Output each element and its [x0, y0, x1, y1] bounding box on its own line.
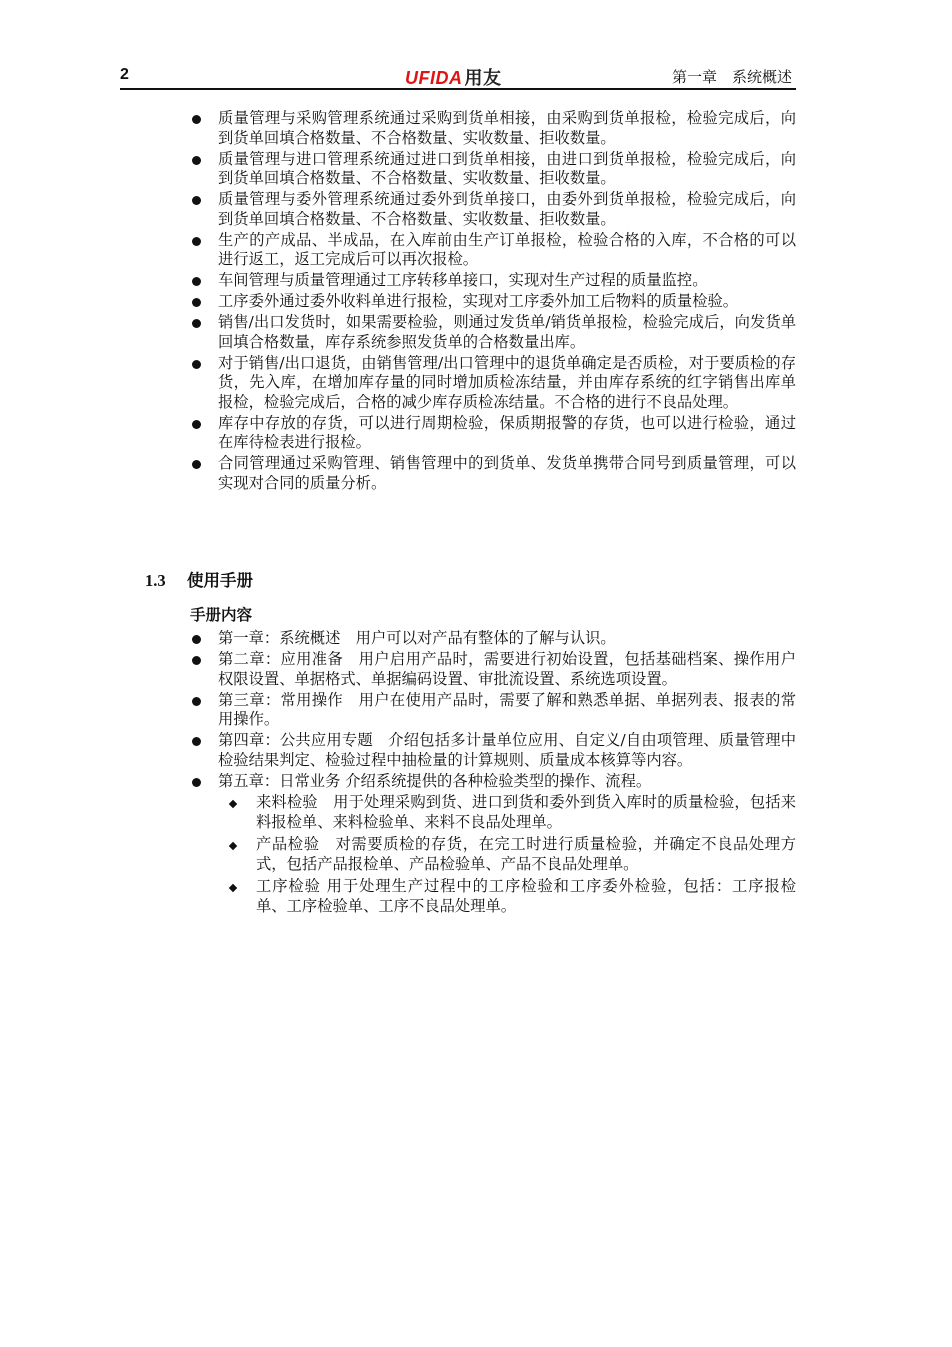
bullet-icon	[192, 237, 201, 246]
bullet-icon	[192, 697, 201, 706]
list-item-text: 工序委外通过委外收料单进行报检，实现对工序委外加工后物料的质量检验。	[218, 292, 739, 310]
list-item	[190, 731, 796, 770]
list-item-text: 第四章：公共应用专题 介绍包括多计量单位应用、自定义/自由项管理、质量管理中检验结果判定、检验过程中抽检量的计算规则、质量成本核算等内容。	[218, 731, 796, 769]
section-number: 1.3	[145, 571, 166, 590]
bullet-icon	[192, 635, 201, 644]
ufida-logo	[405, 64, 502, 90]
chapter5-sub-list	[218, 793, 796, 916]
list-item-text: 销售/出口发货时，如果需要检验，则通过发货单/销货单报检，检验完成后，向发货单回填合格数量，库存系统参照发货单的合格数量出库。	[218, 313, 796, 351]
list-item	[190, 190, 796, 229]
list-item-text: 第二章：应用准备 用户启用产品时，需要进行初始设置，包括基础档案、操作用户权限设置、单据格式、单据编码设置、审批流设置、系统选项设置。	[218, 650, 796, 688]
logo-brand-en: UFIDA	[405, 68, 463, 88]
diamond-bullet-icon	[229, 800, 237, 808]
logo-brand-cn: 用友	[464, 68, 502, 88]
list-item-text: 库存中存放的存货，可以进行周期检验，保质期报警的存货，也可以进行检验，通过在库待检表进行报检。	[218, 413, 796, 451]
list-item	[190, 691, 796, 730]
bullet-icon	[192, 115, 201, 124]
list-item	[190, 109, 796, 148]
list-item	[190, 650, 796, 689]
diamond-bullet-icon	[229, 884, 237, 892]
list-item	[190, 292, 796, 312]
list-item	[190, 354, 796, 413]
sub-list-item-text: 工序检验 用于处理生产过程中的工序检验和工序委外检验，包括：工序报检单、工序检验单、工序不良品处理单。	[256, 877, 796, 915]
bullet-icon	[192, 277, 201, 286]
intro-section	[190, 109, 796, 495]
bullet-icon	[192, 656, 201, 665]
list-item-text: 质量管理与进口管理系统通过进口到货单相接，由进口到货单报检，检验完成后，向到货单回填合格数量、不合格数量、实收数量、拒收数量。	[218, 149, 796, 187]
list-item	[190, 231, 796, 270]
bullet-icon	[192, 319, 201, 328]
sub-list-item-text: 产品检验 对需要质检的存货，在完工时进行质量检验，并确定不良品处理方式，包括产品报检单、产品检验单、产品不良品处理单。	[256, 835, 796, 873]
list-item-text: 第一章：系统概述 用户可以对产品有整体的了解与认识。	[218, 629, 616, 647]
sub-list-item	[228, 793, 796, 832]
manual-contents	[190, 629, 796, 919]
list-item	[190, 454, 796, 493]
list-item-text: 合同管理通过采购管理、销售管理中的到货单、发货单携带合同号到质量管理，可以实现对合同的质量分析。	[218, 454, 796, 492]
header-rule	[120, 88, 796, 90]
bullet-icon	[192, 298, 201, 307]
section-title: 使用手册	[187, 571, 253, 590]
sub-list-item	[228, 877, 796, 916]
sub-list-item-text: 来料检验 用于处理采购到货、进口到货和委外到货入库时的质量检验，包括来料报检单、来料检验单、来料不良品处理单。	[256, 793, 796, 831]
bullet-icon	[192, 360, 201, 369]
bullet-icon	[192, 778, 201, 787]
page-number: 2	[120, 66, 129, 83]
list-item-text: 质量管理与委外管理系统通过委外到货单接口，由委外到货单报检，检验完成后，向到货单回填合格数量、不合格数量、实收数量、拒收数量。	[218, 190, 796, 228]
list-item-text: 第三章：常用操作 用户在使用产品时，需要了解和熟悉单据、单据列表、报表的常用操作。	[218, 690, 796, 728]
list-item-text: 第五章：日常业务 介绍系统提供的各种检验类型的操作、流程。	[218, 771, 652, 790]
chapter-bullet-list	[190, 629, 796, 916]
subsection-heading: 手册内容	[190, 605, 253, 624]
chapter-title: 第一章 系统概述	[671, 68, 792, 86]
page-header	[120, 64, 796, 88]
list-item-text: 生产的产成品、半成品，在入库前由生产订单报检，检验合格的入库，不合格的可以进行返工，返工完成后可以再次报检。	[218, 230, 796, 268]
list-item	[190, 772, 796, 917]
diamond-bullet-icon	[229, 842, 237, 850]
list-item-text: 质量管理与采购管理系统通过采购到货单相接，由采购到货单报检，检验完成后，向到货单回填合格数量、不合格数量、实收数量、拒收数量。	[218, 109, 796, 147]
list-item-text: 车间管理与质量管理通过工序转移单接口，实现对生产过程的质量监控。	[218, 271, 708, 289]
integration-bullet-list	[190, 109, 796, 493]
list-item	[190, 150, 796, 189]
bullet-icon	[192, 156, 201, 165]
list-item-text: 对于销售/出口退货，由销售管理/出口管理中的退货单确定是否质检，对于要质检的存货，先入库，在增加库存量的同时增加质检冻结量，并由库存系统的红字销售出库单报检，检验完成后，合格的减少库存质检冻结量。不合格的进行不良品处理。	[218, 353, 796, 411]
bullet-icon	[192, 737, 201, 746]
bullet-icon	[192, 196, 201, 205]
bullet-icon	[192, 420, 201, 429]
list-item	[190, 313, 796, 352]
list-item	[190, 271, 796, 291]
list-item	[190, 629, 796, 649]
sub-list-item	[228, 835, 796, 874]
bullet-icon	[192, 460, 201, 469]
list-item	[190, 414, 796, 453]
section-heading	[145, 567, 253, 591]
